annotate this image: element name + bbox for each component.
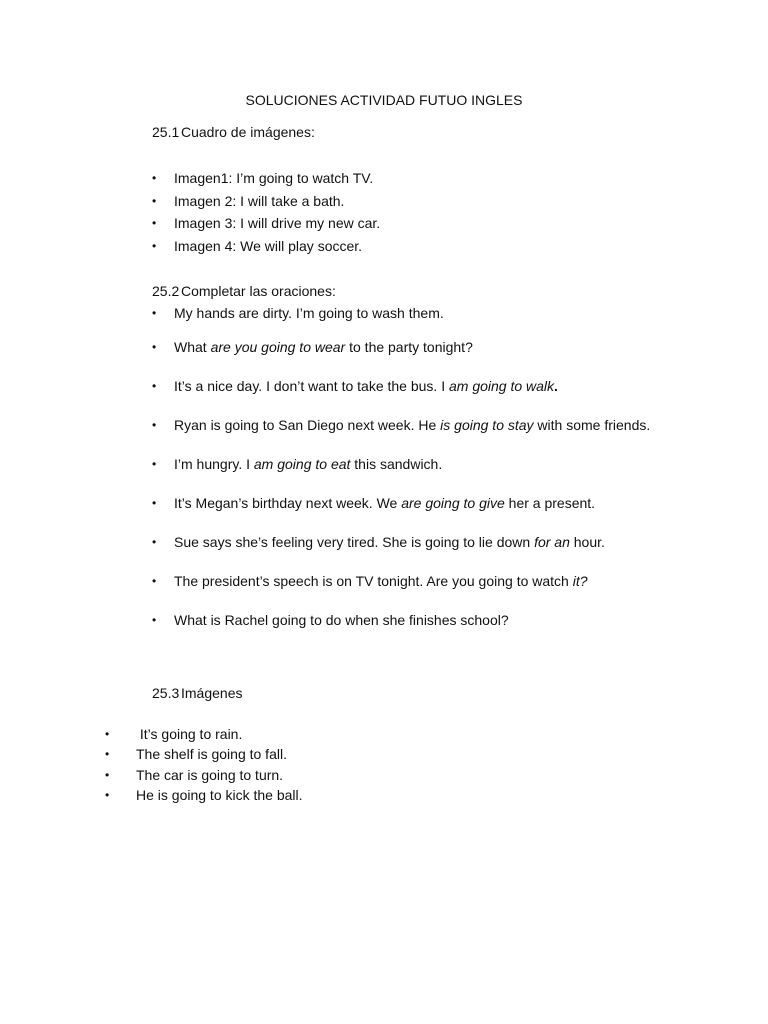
sentence-post: to the party tonight? <box>345 339 473 355</box>
sentence-post: . <box>554 378 558 394</box>
list-item <box>152 378 650 417</box>
list-item-text: Imagen 2: I will take a bath. <box>174 192 345 209</box>
bullet: • <box>152 379 157 393</box>
section-number: 25.3 <box>152 685 180 701</box>
bullet: • <box>105 767 110 782</box>
bullet: • <box>105 747 110 762</box>
sentence-pre: I’m hungry. I <box>174 456 254 472</box>
bullet: • <box>152 216 157 231</box>
bullet: • <box>152 340 157 354</box>
section-number: 25.2 <box>152 283 180 299</box>
sentence-post: her a present. <box>504 495 596 511</box>
list-item <box>152 534 650 573</box>
sentence-completion-list <box>152 305 650 651</box>
section-title: Imágenes <box>181 685 243 701</box>
list-item-text: Imagen1: I’m going to watch TV. <box>174 170 374 186</box>
sentence-pre: Ryan is going to San Diego next week. He <box>174 417 441 433</box>
list-item <box>105 767 303 787</box>
list-item-text: The car is going to turn. <box>136 766 284 783</box>
section-heading-25-3 <box>152 685 242 701</box>
sentence-post: with some friends. <box>533 417 651 433</box>
bullet: • <box>152 418 157 432</box>
sentence-pre: The president’s speech is on TV tonight. Are you going to watch <box>174 573 573 589</box>
section-number: 25.1 <box>152 124 180 140</box>
list-item-text: It’s going to rain. <box>136 726 243 742</box>
list-item <box>152 193 380 216</box>
sentence-answer: it? <box>572 573 588 589</box>
list-item-text: Imagen 3: I will drive my new car. <box>174 215 381 232</box>
list-item-text: Imagen 4: We will play soccer. <box>174 238 363 255</box>
list-item <box>152 215 380 238</box>
image-answers-list <box>152 170 380 261</box>
list-item <box>105 787 303 807</box>
sentence-answer: am going to eat <box>253 456 351 472</box>
document-title: SOLUCIONES ACTIVIDAD FUTUO INGLES <box>245 92 523 108</box>
bullet: • <box>152 171 157 185</box>
sentence-answer: is going to stay <box>440 417 534 433</box>
list-item-text: He is going to kick the ball. <box>136 786 303 803</box>
images-prediction-list <box>105 726 303 807</box>
list-item <box>152 417 650 456</box>
sentence-pre: Sue says she’s feeling very tired. She is going to lie down <box>174 534 535 550</box>
list-item <box>152 339 650 378</box>
sentence-post: this sandwich. <box>350 456 443 472</box>
bullet: • <box>152 239 157 254</box>
bullet: • <box>152 535 157 549</box>
section-title: Completar las oraciones: <box>181 283 336 299</box>
list-item <box>152 612 650 651</box>
bullet: • <box>105 787 110 802</box>
bullet: • <box>152 496 157 510</box>
sentence-answer: are you going to wear <box>210 339 346 355</box>
bullet: • <box>152 574 157 588</box>
list-item <box>152 495 650 534</box>
sentence-answer: am going to walk <box>448 378 555 394</box>
list-item <box>152 573 650 612</box>
sentence-answer: for an <box>534 534 570 550</box>
sentence-pre: It’s Megan’s birthday next week. We <box>174 495 402 511</box>
section-heading-25-1 <box>152 124 315 140</box>
list-item <box>105 746 303 766</box>
sentence-answer: are going to give <box>401 495 505 511</box>
list-item <box>152 305 650 339</box>
section-title: Cuadro de imágenes: <box>181 124 315 140</box>
section-heading-25-2 <box>152 283 336 299</box>
bullet: • <box>105 727 110 741</box>
list-item <box>152 170 380 193</box>
sentence-pre: My hands are dirty. I’m going to wash them. <box>174 305 444 321</box>
bullet: • <box>152 193 157 208</box>
bullet: • <box>152 306 157 320</box>
list-item <box>152 456 650 495</box>
sentence-pre: It’s a nice day. I don’t want to take the bus. I <box>174 378 449 394</box>
list-item <box>105 726 303 746</box>
bullet: • <box>152 457 157 471</box>
sentence-pre: What <box>174 339 211 355</box>
list-item <box>152 238 380 261</box>
sentence-post: hour. <box>569 534 605 550</box>
list-item-text: The shelf is going to fall. <box>136 746 287 763</box>
sentence-pre: What is Rachel going to do when she finishes school? <box>174 612 509 628</box>
bullet: • <box>152 613 157 627</box>
